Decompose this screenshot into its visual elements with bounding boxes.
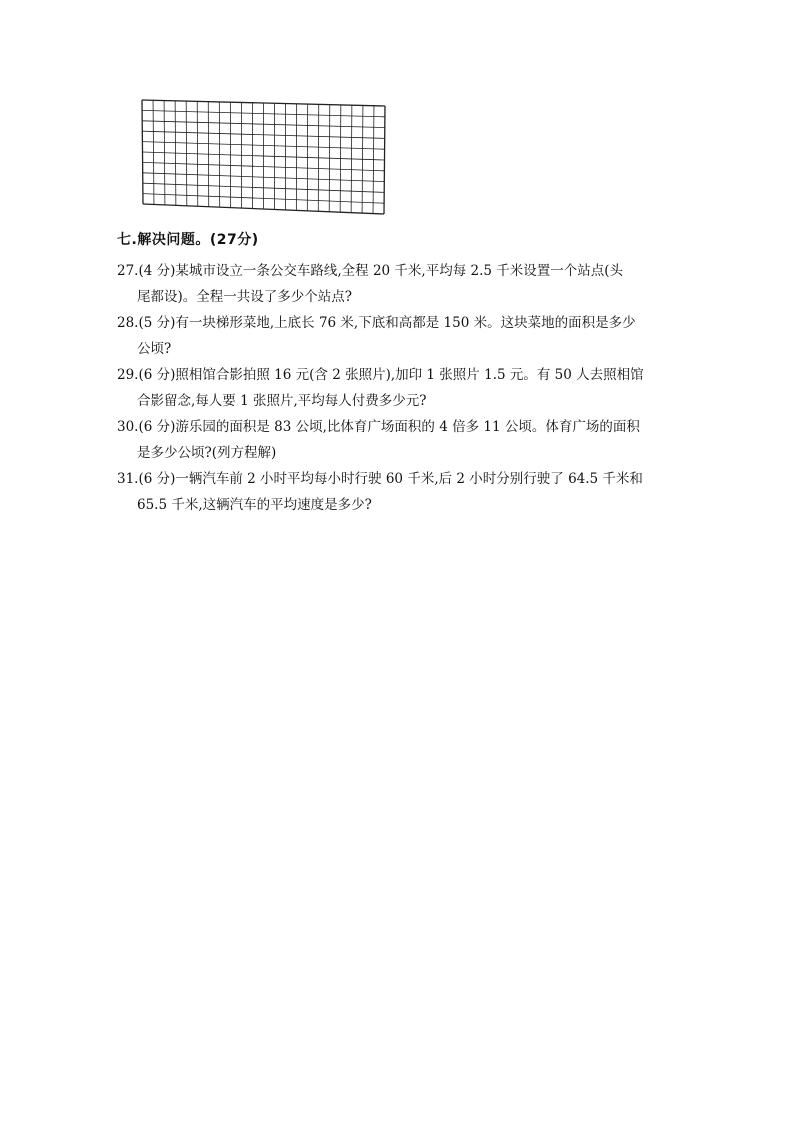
question-28-line-2: 公顷? <box>137 341 172 357</box>
question-31-line-2: 65.5 千米,这辆汽车的平均速度是多少? <box>137 497 372 513</box>
question-30 <box>117 414 682 466</box>
question-29-line-2: 合影留念,每人要 1 张照片,平均每人付费多少元? <box>137 393 427 409</box>
question-28 <box>117 310 682 362</box>
question-28-line-1: 28.(5 分)有一块梯形菜地,上底长 76 米,下底和高都是 150 米。这块菜地的面积是多少 <box>117 315 636 331</box>
question-27-line-2: 尾都设)。全程一共设了多少个站点? <box>137 289 353 305</box>
question-27 <box>117 258 682 310</box>
question-list <box>117 258 682 518</box>
section-title: 七.解决问题。(27分) <box>117 232 259 248</box>
question-27-line-1: 27.(4 分)某城市设立一条公交车路线,全程 20 千米,平均每 2.5 千米设置一个站点(头 <box>117 263 624 279</box>
dot-grid-figure <box>140 98 387 216</box>
question-30-line-1: 30.(6 分)游乐园的面积是 83 公顷,比体育广场面积的 4 倍多 11 公顷。体育广场的面积 <box>117 419 640 435</box>
question-29-line-1: 29.(6 分)照相馆合影拍照 16 元(含 2 张照片),加印 1 张照片 1.5 元。有 50 人去照相馆 <box>117 367 644 383</box>
grid-lines <box>140 98 387 216</box>
question-30-line-2: 是多少公顷?(列方程解) <box>137 445 277 461</box>
question-31-line-1: 31.(6 分)一辆汽车前 2 小时平均每小时行驶 60 千米,后 2 小时分别行驶了 64.5 千米和 <box>117 471 643 487</box>
question-29 <box>117 362 682 414</box>
question-31 <box>117 466 682 518</box>
